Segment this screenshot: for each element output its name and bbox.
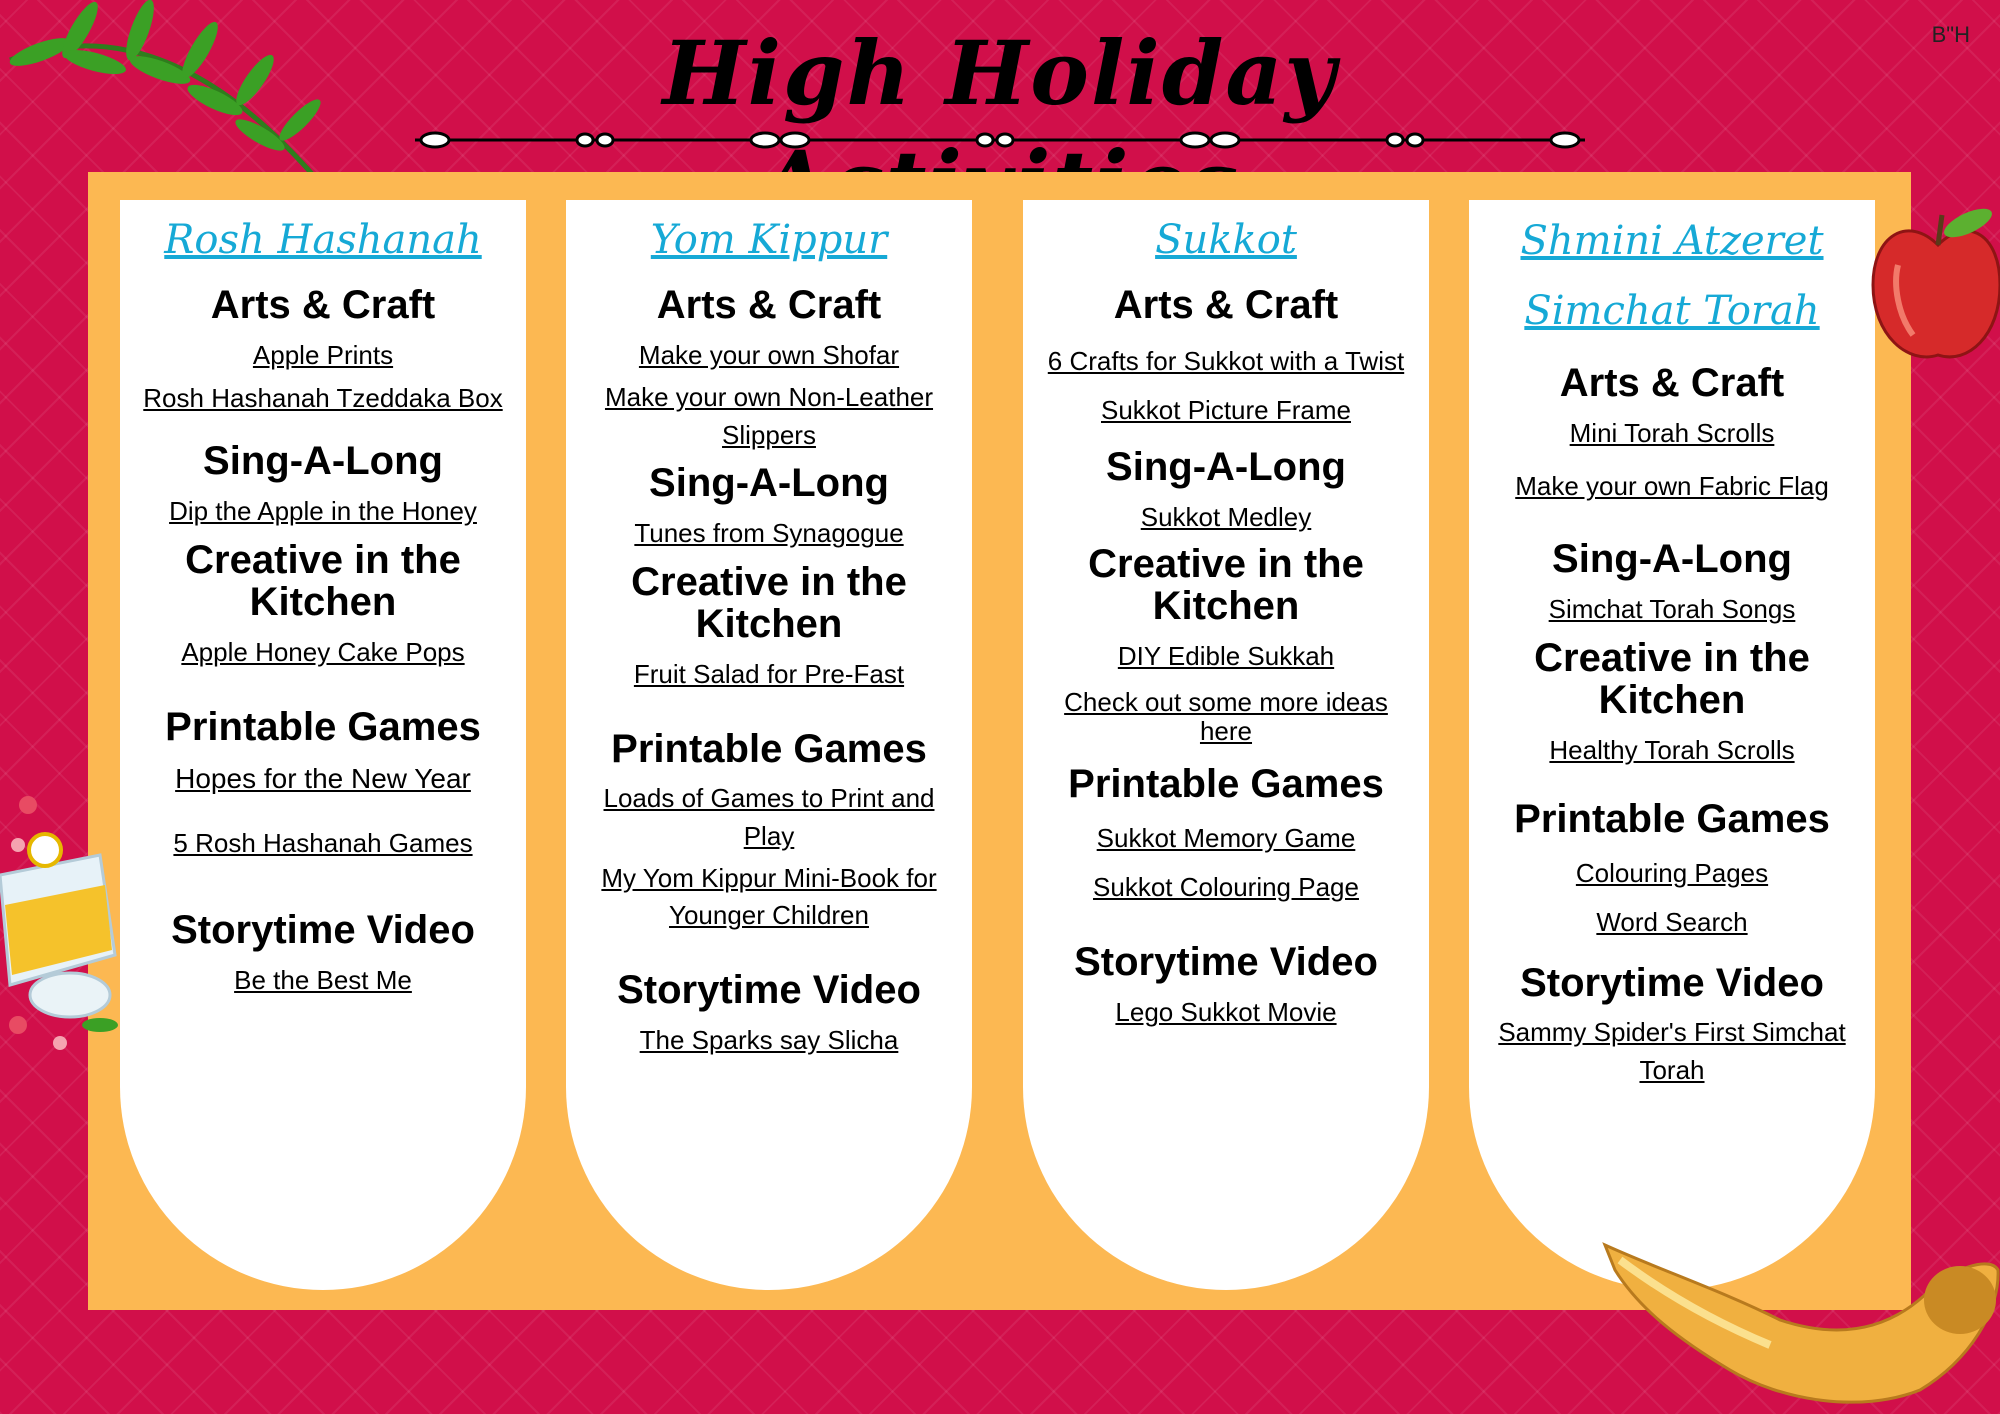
section-heading: Sing-A-Long: [203, 439, 443, 483]
column-yom-kippur: [566, 200, 972, 1290]
section-heading: Storytime Video: [171, 908, 475, 952]
activity-link[interactable]: Healthy Torah Scrolls: [1549, 735, 1795, 765]
section-heading: Arts & Craft: [1113, 283, 1339, 327]
activity-link[interactable]: 5 Rosh Hashanah Games: [173, 828, 473, 858]
activity-link[interactable]: The Sparks say Slicha: [639, 1025, 899, 1056]
activity-link[interactable]: Colouring Pages: [1575, 858, 1769, 888]
section-heading: Sing-A-Long: [1106, 445, 1346, 489]
shofar-icon: [1600, 1230, 2000, 1414]
holiday-title-line: Sukkot: [1155, 217, 1297, 263]
activity-link[interactable]: Word Search: [1596, 907, 1748, 937]
activity-link[interactable]: Check out some more ideas here: [1064, 687, 1388, 746]
activity-link[interactable]: Sukkot Colouring Page: [1093, 872, 1359, 903]
holiday-title[interactable]: [1033, 214, 1419, 266]
activity-link[interactable]: Sukkot Picture Frame: [1101, 395, 1351, 425]
activity-link[interactable]: My Yom Kippur Mini-Book for Younger Children: [601, 862, 937, 931]
column-shmini-atzeret-simchat-torah: [1469, 200, 1875, 1290]
page-title: High Holiday: [662, 21, 1338, 125]
activity-link[interactable]: Apple Honey Cake Pops: [181, 637, 465, 667]
section-heading: Sing-A-Long: [649, 461, 889, 506]
activity-link[interactable]: Lego Sukkot Movie: [1115, 997, 1337, 1028]
activity-link[interactable]: Apple Prints: [252, 340, 394, 370]
apple-icon: [1868, 205, 2000, 370]
activity-link[interactable]: Make your own Fabric Flag: [1515, 471, 1829, 501]
section-heading: Creative in the Kitchen: [631, 560, 907, 647]
activity-link[interactable]: Be the Best Me: [234, 965, 412, 995]
activity-link[interactable]: DIY Edible Sukkah: [1117, 641, 1335, 671]
corner-mark: B"H: [1931, 22, 1970, 47]
section-heading: Creative in the Kitchen: [1088, 542, 1364, 628]
holiday-title-line: Yom Kippur: [650, 217, 888, 263]
holiday-title-line: Rosh Hashanah: [164, 217, 482, 263]
activity-link[interactable]: Sukkot Memory Game: [1096, 823, 1356, 854]
activity-link[interactable]: Sammy Spider's First Simchat Torah: [1498, 1017, 1846, 1085]
column-rosh-hashanah: [120, 200, 526, 1290]
section-heading: Creative in the Kitchen: [1534, 636, 1810, 722]
section-heading: Sing-A-Long: [1552, 537, 1792, 581]
section-heading: Printable Games: [165, 705, 481, 749]
leaf-branch-icon: [0, 0, 340, 200]
activity-link[interactable]: Mini Torah Scrolls: [1569, 418, 1775, 448]
holiday-title[interactable]: [1479, 206, 1865, 346]
section-heading: Storytime Video: [1074, 940, 1378, 985]
honey-jar-icon: [0, 785, 125, 1060]
activity-link[interactable]: Sukkot Medley: [1140, 502, 1312, 532]
activity-link[interactable]: Simchat Torah Songs: [1548, 594, 1796, 624]
activity-link[interactable]: Hopes for the New Year: [175, 763, 471, 794]
section-heading: Arts & Craft: [656, 283, 882, 327]
activity-link[interactable]: Loads of Games to Print and Play: [603, 783, 935, 852]
activity-link[interactable]: Make your own Shofar: [638, 340, 900, 370]
section-heading: Arts & Craft: [1559, 361, 1785, 405]
holiday-title[interactable]: [576, 214, 962, 266]
section-heading: Printable Games: [1514, 797, 1830, 841]
activity-link[interactable]: Fruit Salad for Pre-Fast: [633, 659, 905, 690]
section-heading: Printable Games: [1068, 762, 1384, 807]
holiday-title-line: Simchat Torah: [1524, 288, 1820, 334]
holiday-title-line: Shmini Atzeret: [1520, 218, 1824, 264]
activity-link[interactable]: 6 Crafts for Sukkot with a Twist: [1047, 346, 1405, 376]
holiday-title[interactable]: [130, 214, 516, 266]
section-heading: Arts & Craft: [210, 283, 436, 327]
activity-link[interactable]: Dip the Apple in the Honey: [169, 496, 477, 526]
column-sukkot: [1023, 200, 1429, 1290]
activity-link[interactable]: Tunes from Synagogue: [634, 518, 904, 549]
activity-link[interactable]: Rosh Hashanah Tzeddaka Box: [143, 383, 503, 413]
section-heading: Printable Games: [611, 727, 927, 772]
section-heading: Creative in the Kitchen: [185, 538, 461, 624]
section-heading: Storytime Video: [1520, 961, 1824, 1005]
activity-link[interactable]: Make your own Non-Leather Slippers: [604, 382, 934, 450]
section-heading: Storytime Video: [617, 968, 921, 1013]
